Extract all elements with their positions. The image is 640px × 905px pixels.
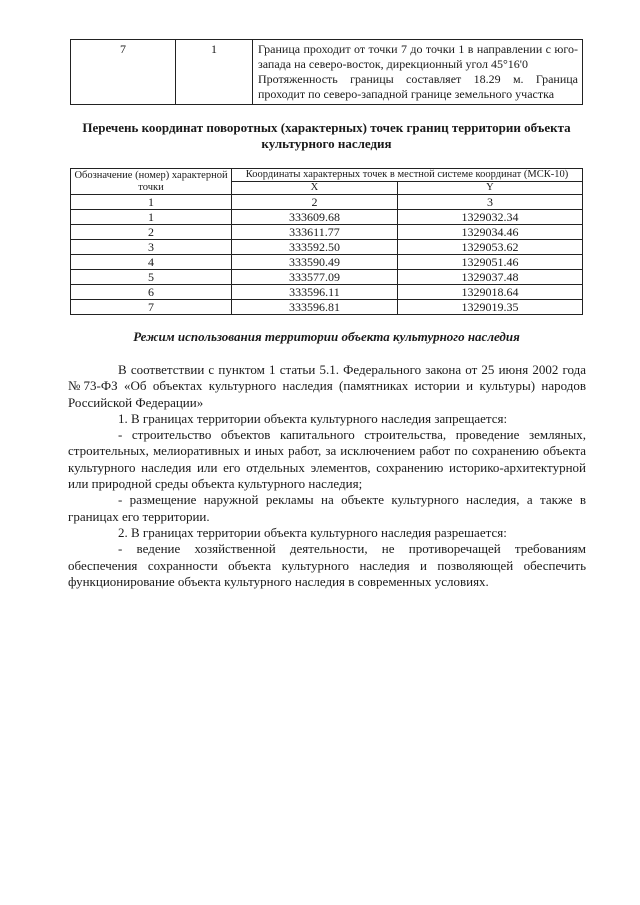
boundary-description-cell (253, 40, 583, 105)
boundary-description-line: Граница проходит от точки 7 до точки 1 в направлении с юго-запада на северо-восток, дирекционный угол 45°16'0 (258, 42, 578, 71)
table-row (71, 225, 583, 240)
paragraph-intro: В соответствии с пунктом 1 статьи 5.1. Федерального закона от 25 июня 2002 года №73-ФЗ «Об объектах культурного наследия (памятниках истории и культуры) народов Российской Федерации» (68, 362, 586, 410)
y-header: Y (397, 182, 582, 195)
paragraph-prohibited-item: - строительство объектов капитального строительства, проведение земляных, строительных, мелиоративных и иных работ, за исключением работ по сохранению объекта культурного наследия или его отдельных элементов, сохранению историко-архитектурной или природной среды объекта культурного наследия; (68, 427, 586, 492)
x-value: 333592.50 (232, 240, 398, 255)
point-number: 3 (71, 240, 232, 255)
x-value: 333590.49 (232, 255, 398, 270)
table-row (71, 40, 583, 105)
y-value: 1329053.62 (397, 240, 582, 255)
regime-title: Режим использования территории объекта культурного наследия (133, 329, 520, 344)
table-row (71, 255, 583, 270)
index-cell: 3 (397, 195, 582, 210)
to-point-cell: 1 (176, 40, 253, 105)
y-value: 1329051.46 (397, 255, 582, 270)
x-value: 333609.68 (232, 210, 398, 225)
boundary-description-line: Протяженность границы составляет 18.29 м. Граница проходит по северо-западной границе земельного участка (258, 72, 578, 101)
coords-title: Перечень координат поворотных (характерных) точек границ территории объекта культурного наследия (82, 120, 571, 151)
table-row (71, 300, 583, 315)
point-number: 7 (71, 300, 232, 315)
index-cell: 2 (232, 195, 398, 210)
x-value: 333596.11 (232, 285, 398, 300)
coords-header: Координаты характерных точек в местной системе координат (МСК-10) (232, 169, 583, 182)
x-value: 333577.09 (232, 270, 398, 285)
body-text (68, 362, 586, 590)
y-value: 1329019.35 (397, 300, 582, 315)
coordinates-table (70, 168, 583, 315)
point-number: 1 (71, 210, 232, 225)
point-number: 5 (71, 270, 232, 285)
y-value: 1329034.46 (397, 225, 582, 240)
point-number: 4 (71, 255, 232, 270)
x-value: 333596.81 (232, 300, 398, 315)
paragraph-permitted-heading: 2. В границах территории объекта культурного наследия разрешается: (118, 524, 507, 540)
table-header-row (71, 169, 583, 182)
index-cell: 1 (71, 195, 232, 210)
boundary-table (70, 39, 583, 105)
table-row (71, 285, 583, 300)
table-row (71, 210, 583, 225)
y-value: 1329037.48 (397, 270, 582, 285)
from-point-cell: 7 (71, 40, 176, 105)
x-value: 333611.77 (232, 225, 398, 240)
table-row (71, 240, 583, 255)
table-index-row (71, 195, 583, 210)
table-row (71, 270, 583, 285)
point-number: 6 (71, 285, 232, 300)
point-header: Обозначение (номер) характерной точки (71, 169, 232, 195)
paragraph-permitted-item: - ведение хозяйственной деятельности, не противоречащей требованиям обеспечения сохранности объекта культурного наследия и позволяющей обеспечить функционирование объекта культурного наследия в современных условиях. (68, 541, 586, 589)
y-value: 1329032.34 (397, 210, 582, 225)
paragraph-prohibited-item: - размещение наружной рекламы на объекте культурного наследия, а также в границах его территории. (68, 492, 586, 524)
y-value: 1329018.64 (397, 285, 582, 300)
x-header: X (232, 182, 398, 195)
point-number: 2 (71, 225, 232, 240)
paragraph-prohibited-heading: 1. В границах территории объекта культурного наследия запрещается: (118, 410, 508, 426)
